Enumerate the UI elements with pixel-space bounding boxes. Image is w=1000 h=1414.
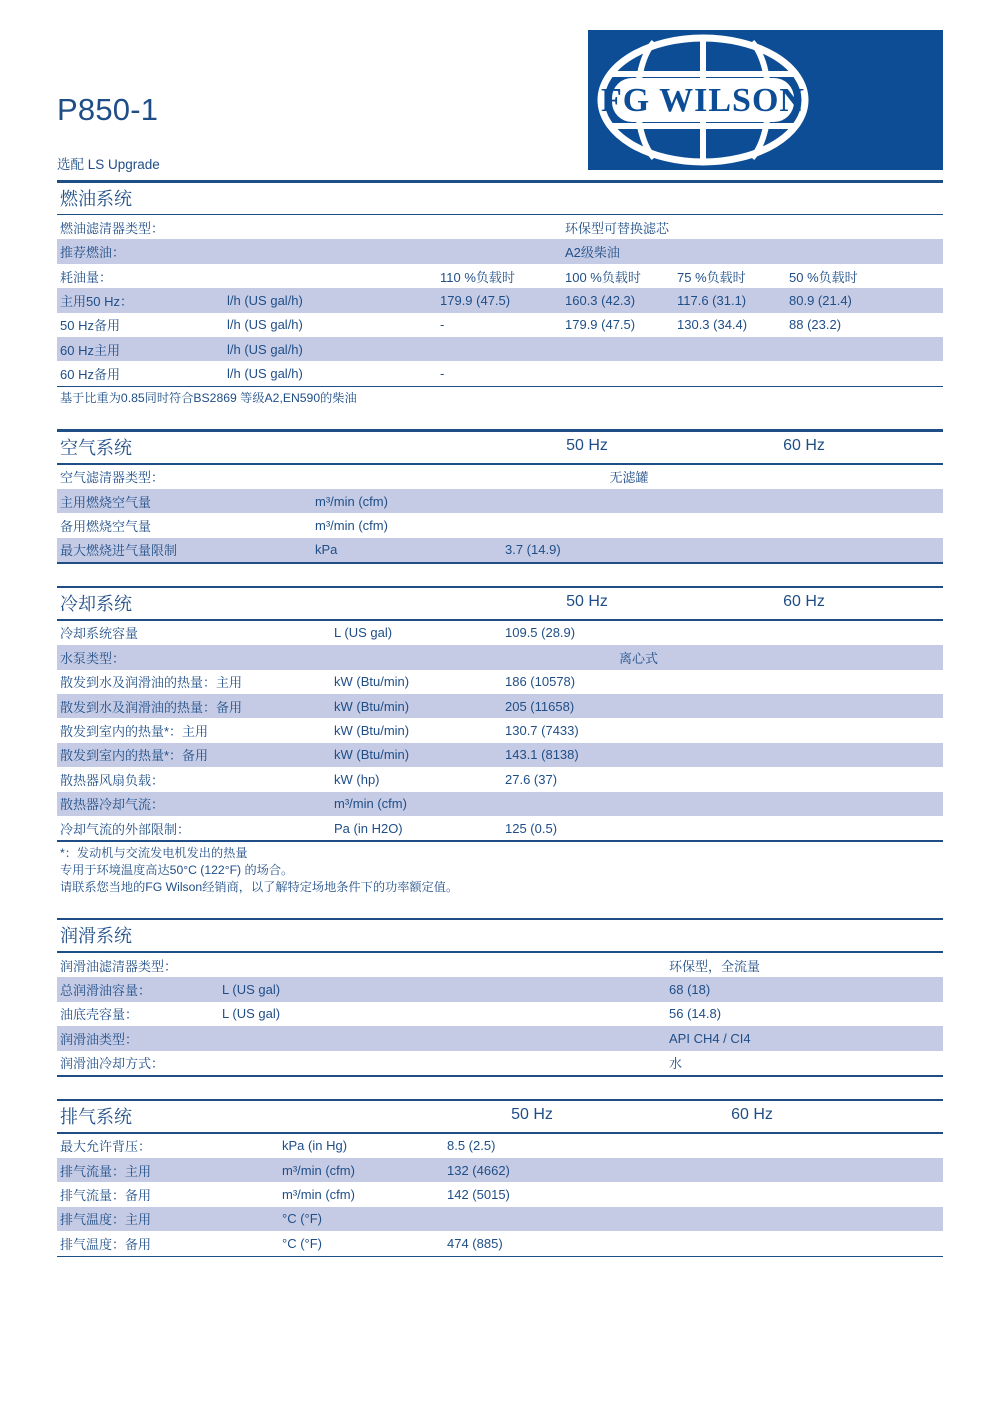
- row-value: 117.6 (31.1): [677, 292, 747, 308]
- frequency-header-60hz: 60 Hz: [783, 436, 825, 454]
- row-value: [725, 718, 943, 742]
- fg-wilson-logo: [588, 30, 943, 170]
- table-row: [57, 743, 943, 767]
- row-value: 143.1 (8138): [505, 747, 579, 763]
- row-label: 散发到水及润滑油的热量：主用: [60, 675, 243, 691]
- table-row: [57, 288, 943, 312]
- row-unit: m³/min (cfm): [315, 493, 388, 509]
- row-value: 8.5 (2.5): [447, 1138, 496, 1154]
- row-value: 130.3 (34.4): [677, 317, 748, 333]
- row-unit: kW (Btu/min): [334, 674, 410, 690]
- frequency-header-50hz: 50 Hz: [566, 436, 608, 454]
- load-header-75: 75 %负载时: [677, 269, 746, 285]
- row-unit: m³/min (cfm): [334, 796, 407, 812]
- row-label: 散热器冷却气流：: [60, 797, 165, 813]
- section-title: 燃油系统: [60, 188, 132, 209]
- row-label: 润滑油类型：: [60, 1031, 139, 1047]
- row-unit: kW (Btu/min): [334, 747, 410, 763]
- row-unit: m³/min (cfm): [282, 1187, 355, 1203]
- table-row: [57, 792, 943, 816]
- svg-text:FG WILSON: FG WILSON: [601, 82, 805, 119]
- row-value: 179.9 (47.5): [440, 292, 511, 308]
- load-header-100: 100 %负载时: [565, 269, 641, 285]
- load-header-110: 110 %负载时: [440, 269, 515, 285]
- row-label: 总润滑油容量：: [60, 983, 152, 999]
- row-value: 环保型可替换滤芯: [565, 220, 670, 236]
- row-value: -: [440, 366, 445, 382]
- exhaust-table: [57, 1134, 943, 1256]
- row-value: 环保型，全流量: [669, 958, 761, 974]
- section-rule-bottom: [57, 386, 943, 388]
- table-row: [57, 645, 943, 669]
- row-value: [505, 792, 725, 816]
- row-unit: l/h (US gal/h): [227, 366, 303, 382]
- table-row: [57, 1207, 943, 1231]
- row-unit: kPa (in Hg): [282, 1138, 348, 1154]
- row-label: 散发到室内的热量*：备用: [60, 748, 209, 764]
- row-value: 205 (11658): [505, 698, 575, 714]
- row-value: [725, 767, 943, 791]
- row-value: [725, 743, 943, 767]
- row-label: 最大允许背压：: [60, 1139, 152, 1155]
- table-row: [57, 1134, 943, 1158]
- section-header-air: [57, 432, 943, 463]
- row-value: [789, 361, 939, 385]
- row-label: 备用燃烧空气量: [60, 518, 152, 534]
- table-row: [57, 538, 943, 562]
- cooling-footnote-1: *：发动机与交流发电机发出的热量: [60, 845, 248, 860]
- row-value: 离心式: [618, 650, 658, 666]
- section-header-exhaust: [57, 1101, 943, 1132]
- table-row: [57, 215, 943, 239]
- row-label: 散热器风扇负载：: [60, 772, 165, 788]
- frequency-header-60hz: 60 Hz: [783, 593, 825, 611]
- row-value: [725, 621, 943, 645]
- row-value: 3.7 (14.9): [505, 542, 561, 558]
- section-title: 排气系统: [60, 1107, 132, 1128]
- row-value: 27.6 (37): [505, 771, 558, 787]
- row-label: 排气温度：备用: [60, 1236, 152, 1252]
- row-label: 最大燃烧进气量限制: [60, 543, 178, 559]
- row-label: 冷却系统容量: [60, 626, 139, 642]
- fuel-table: [57, 215, 943, 386]
- table-row: [57, 718, 943, 742]
- row-value: 474 (885): [447, 1235, 503, 1251]
- table-row: [57, 1002, 943, 1026]
- section-rule-bottom: [57, 1256, 943, 1258]
- row-value: -: [440, 317, 445, 333]
- row-label: 耗油量：: [60, 269, 113, 285]
- section-title: 润滑系统: [60, 926, 132, 947]
- load-header-50: 50 %负载时: [789, 269, 858, 285]
- cooling-footnote-3: 请联系您当地的FG Wilson经销商，以了解特定场地条件下的功率额定值。: [60, 879, 459, 894]
- frequency-header-50hz: 50 Hz: [511, 1106, 553, 1124]
- fuel-footnote-block: [57, 390, 943, 407]
- row-value: [447, 1207, 667, 1231]
- row-value: [789, 337, 939, 361]
- lubrication-table: [57, 953, 943, 1075]
- row-label: 排气流量：备用: [60, 1188, 152, 1204]
- row-unit: °C (°F): [282, 1211, 322, 1227]
- row-value: [725, 792, 943, 816]
- section-header-lube: [57, 920, 943, 951]
- row-unit: L (US gal): [334, 625, 393, 641]
- row-unit: L (US gal): [222, 982, 281, 998]
- table-row: [57, 1182, 943, 1206]
- row-value: [725, 694, 943, 718]
- section-title: 空气系统: [60, 437, 132, 458]
- row-value: [725, 816, 943, 840]
- cooling-footnote-2: 专用于环境温度高达50°C (122°F) 的场合。: [60, 862, 294, 877]
- page-subtitle: 选配 LS Upgrade: [57, 157, 160, 172]
- table-row: [57, 489, 943, 513]
- row-label: 油底壳容量：: [60, 1007, 139, 1023]
- row-unit: [222, 1051, 662, 1075]
- table-row: [57, 264, 943, 288]
- row-value: [440, 337, 565, 361]
- row-value: 130.7 (7433): [505, 723, 579, 739]
- table-row: [57, 1051, 943, 1075]
- row-label: 散发到室内的热量*：主用: [60, 724, 209, 740]
- row-unit: kPa: [315, 542, 338, 558]
- table-row: [57, 977, 943, 1001]
- row-label: 润滑油冷却方式：: [60, 1056, 165, 1072]
- table-row: [57, 337, 943, 361]
- table-row: [57, 1158, 943, 1182]
- row-value: [667, 1158, 943, 1182]
- globe-logo-icon: [588, 30, 943, 170]
- table-row: [57, 694, 943, 718]
- row-value: [667, 1134, 943, 1158]
- section-lubrication-system: [57, 918, 943, 1077]
- row-unit: l/h (US gal/h): [227, 292, 303, 308]
- row-label: 60 Hz主用: [60, 342, 120, 358]
- row-value: [505, 489, 725, 513]
- row-unit: kW (hp): [334, 771, 380, 787]
- frequency-header-50hz: 50 Hz: [566, 593, 608, 611]
- row-value: 125 (0.5): [505, 820, 558, 836]
- table-row: [57, 767, 943, 791]
- row-value: 68 (18): [669, 982, 711, 998]
- row-unit: Pa (in H2O): [334, 820, 403, 836]
- row-value: 142 (5015): [447, 1187, 510, 1203]
- row-value: [565, 361, 677, 385]
- table-row: [57, 1026, 943, 1050]
- fuel-footnote: 基于比重为0.85同时符合BS2869 等级A2,EN590的柴油: [60, 391, 357, 406]
- section-cooling-system: [57, 586, 943, 896]
- table-row: [57, 361, 943, 385]
- page-title: P850-1: [57, 92, 159, 127]
- row-value: [725, 513, 943, 537]
- frequency-header-60hz: 60 Hz: [731, 1106, 773, 1124]
- row-value: A2级柴油: [565, 245, 620, 261]
- table-row: [57, 1231, 943, 1255]
- row-label: 燃油滤清器类型：: [60, 220, 165, 236]
- table-row: [57, 621, 943, 645]
- section-rule-bottom: [57, 1075, 943, 1077]
- row-value: [505, 513, 725, 537]
- section-rule-bottom: [57, 840, 943, 842]
- row-label: 排气流量：主用: [60, 1163, 152, 1179]
- section-rule-bottom: [57, 562, 943, 564]
- section-exhaust-system: [57, 1099, 943, 1258]
- row-label: 润滑油滤清器类型：: [60, 958, 178, 974]
- row-label: 排气温度：主用: [60, 1212, 152, 1228]
- row-unit: m³/min (cfm): [315, 517, 388, 533]
- row-value: 56 (14.8): [669, 1006, 722, 1022]
- row-value: 186 (10578): [505, 674, 576, 690]
- row-unit: kW (Btu/min): [334, 698, 410, 714]
- row-label: 50 Hz备用: [60, 318, 120, 334]
- row-value: [725, 670, 943, 694]
- row-value: 160.3 (42.3): [565, 292, 636, 308]
- row-label: 主用50 Hz：: [60, 293, 133, 309]
- section-title: 冷却系统: [60, 594, 132, 615]
- row-value: [667, 1231, 943, 1255]
- row-value: [677, 361, 789, 385]
- row-label: 60 Hz备用: [60, 367, 120, 383]
- table-row: [57, 239, 943, 263]
- row-value: [667, 1207, 943, 1231]
- section-fuel-system: [57, 180, 943, 407]
- row-value: [725, 538, 943, 562]
- table-row: [57, 953, 943, 977]
- table-row: [57, 513, 943, 537]
- row-value: 无滤罐: [609, 470, 649, 486]
- row-value: [725, 489, 943, 513]
- row-label: 推荐燃油：: [60, 245, 126, 261]
- section-air-system: [57, 429, 943, 563]
- row-value: [667, 1182, 943, 1206]
- row-value: [677, 337, 789, 361]
- row-value: 80.9 (21.4): [789, 292, 852, 308]
- row-value: 179.9 (47.5): [565, 317, 636, 333]
- row-value: 水: [669, 1056, 683, 1072]
- row-unit: kW (Btu/min): [334, 723, 410, 739]
- row-unit: l/h (US gal/h): [227, 317, 303, 333]
- section-header-cooling: [57, 588, 943, 619]
- row-unit: °C (°F): [282, 1235, 322, 1251]
- row-unit: L (US gal): [222, 1006, 281, 1022]
- row-label: 水泵类型：: [60, 650, 126, 666]
- row-value: 88 (23.2): [789, 317, 842, 333]
- section-header-fuel: [57, 183, 943, 214]
- row-unit: l/h (US gal/h): [227, 341, 303, 357]
- row-label: 冷却气流的外部限制：: [60, 821, 191, 837]
- row-value: [565, 337, 677, 361]
- row-label: 主用燃烧空气量: [60, 494, 152, 510]
- row-value: 109.5 (28.9): [505, 625, 576, 641]
- row-label: 散发到水及润滑油的热量：备用: [60, 699, 243, 715]
- row-value: API CH4 / CI4: [669, 1030, 751, 1046]
- cooling-footnote-block: [57, 845, 943, 896]
- table-row: [57, 816, 943, 840]
- row-unit: [222, 1026, 662, 1050]
- table-row: [57, 313, 943, 337]
- cooling-table: [57, 621, 943, 841]
- row-label: 空气滤清器类型：: [60, 470, 165, 486]
- row-unit: [222, 953, 662, 977]
- page-header: [0, 0, 1000, 180]
- air-table: [57, 465, 943, 563]
- table-row: [57, 670, 943, 694]
- table-row: [57, 465, 943, 489]
- row-unit: m³/min (cfm): [282, 1162, 355, 1178]
- row-value: 132 (4662): [447, 1162, 510, 1178]
